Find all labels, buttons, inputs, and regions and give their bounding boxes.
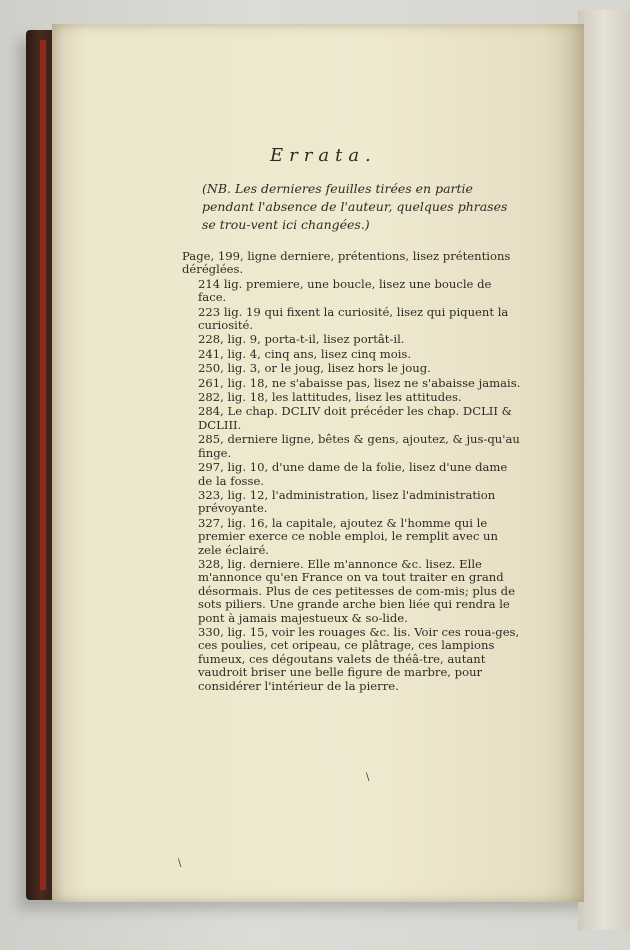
erratum-14: 328, lig. derniere. Elle m'annonce &c. lisez. Elle m'annonce qu'en France on va tout traiter en grand désormais. Plus de ces petitesses de com-mis; plus de sots piliers. Une grande arche bien liée qui rendra le pont à jamais majestueux & so-lide.	[198, 556, 515, 625]
erratum-12: 323, lig. 12, l'administration, lisez l'administration prévoyante.	[198, 487, 496, 516]
errata-list	[182, 250, 522, 694]
right-cover	[578, 10, 630, 930]
erratum-6: 250, lig. 3, or le joug, lisez hors le joug.	[198, 361, 431, 376]
erratum-8: 282, lig. 18, les lattitudes, lisez les attitudes.	[198, 390, 462, 405]
erratum-3: 223 lig. 19 qui fixent la curiosité, lisez qui piquent la curiosité.	[198, 304, 509, 333]
erratum-2: 214 lig. premiere, une boucle, lisez une boucle de face.	[198, 276, 492, 305]
erratum-9: 284, Le chap. DCLIV doit précéder les chap. DCLII & DCLIII.	[198, 404, 512, 432]
erratum-4: 228, lig. 9, porta-t-il, lisez portât-il.	[198, 332, 405, 347]
erratum-11: 297, lig. 10, d'une dame de la folie, lisez d'une dame de la fosse.	[198, 460, 508, 488]
ink-mark: \	[366, 772, 370, 783]
note: (NB. Les dernieres feuilles tirées en partie pendant l'absence de l'auteur, quelques phrases se trou-vent ici changées.)	[202, 181, 508, 232]
erratum-7: 261, lig. 18, ne s'abaisse pas, lisez ne s'abaisse jamais.	[198, 375, 521, 390]
erratum-13: 327, lig. 16, la capitale, ajoutez & l'homme qui le premier exerce ce noble emploi, le remplit avec un zele éclairé.	[198, 515, 498, 557]
page-title: Errata.	[270, 145, 377, 166]
erratum-5: 241, lig. 4, cinq ans, lisez cinq mois.	[198, 346, 412, 361]
red-edge	[40, 40, 46, 890]
ink-mark: \	[178, 858, 182, 869]
erratum-15: 330, lig. 15, voir les rouages &c. lis. Voir ces roua-ges, ces poulies, cet oripeau, ce plâtrage, ces lampions fumeux, ces dégoutans valets de théâ-tre, autant vaudroit briser une belle figure de marbre, pour considérer l'intérieur de la pierre.	[198, 624, 520, 693]
erratum-10: 285, derniere ligne, bêtes & gens, ajoutez, & jus-qu'au finge.	[198, 432, 520, 460]
erratum-1: Page, 199, ligne derniere, prétentions, lisez prétentions déréglées.	[182, 249, 511, 277]
